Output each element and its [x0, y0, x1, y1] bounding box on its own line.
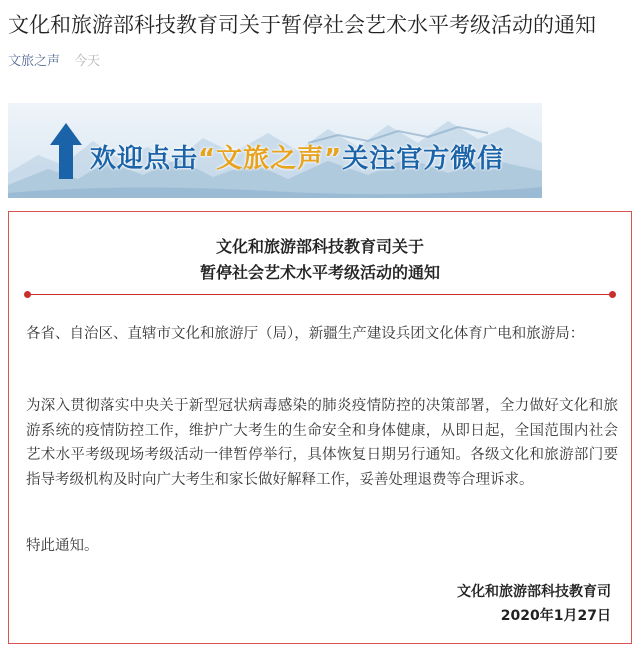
banner-text-after: 关注官方微信: [342, 144, 505, 174]
account-name-link[interactable]: 文旅之声: [8, 54, 61, 69]
notice-sign-date: 2020年1月27日: [500, 608, 611, 624]
notice-title-line1: 文化和旅游部科技教育司关于: [215, 237, 424, 256]
notice-closing: 特此通知。: [26, 538, 99, 554]
notice-title-line2: 暂停社会艺术水平考级活动的通知: [199, 263, 440, 282]
follow-banner[interactable]: [8, 103, 542, 198]
notice-frame: [8, 211, 632, 644]
article-meta: [8, 53, 100, 71]
publish-date: 今天: [74, 54, 101, 69]
notice-salutation: 各省、自治区、直辖市文化和旅游厅（局），新疆生产建设兵团文化体育广电和旅游局：: [26, 326, 585, 342]
banner-caption: [90, 142, 504, 176]
banner-text-highlight: “文旅之声”: [198, 144, 343, 174]
title-divider: [27, 294, 613, 295]
notice-signature: 文化和旅游部科技教育司: [457, 584, 611, 600]
divider-dot-right: [609, 291, 616, 298]
banner-text-before: 欢迎点击: [90, 144, 199, 174]
notice-body: 为深入贯彻落实中央关于新型冠状病毒感染的肺炎疫情防控的决策部署，全力做好文化和旅游系统的疫情防控工作，维护广大考生的生命安全和身体健康，从即日起，全国范围内社会艺术水平考级现场考级活动一律暂停举行，具体恢复日期另行通知。各级文化和旅游部门要指导考级机构及时向广大考生和家长做好解释工作，妥善处理退费等合理诉求。: [26, 398, 618, 488]
article-title: 文化和旅游部科技教育司关于暂停社会艺术水平考级活动的通知: [8, 13, 596, 37]
up-arrow-icon: [46, 121, 86, 181]
